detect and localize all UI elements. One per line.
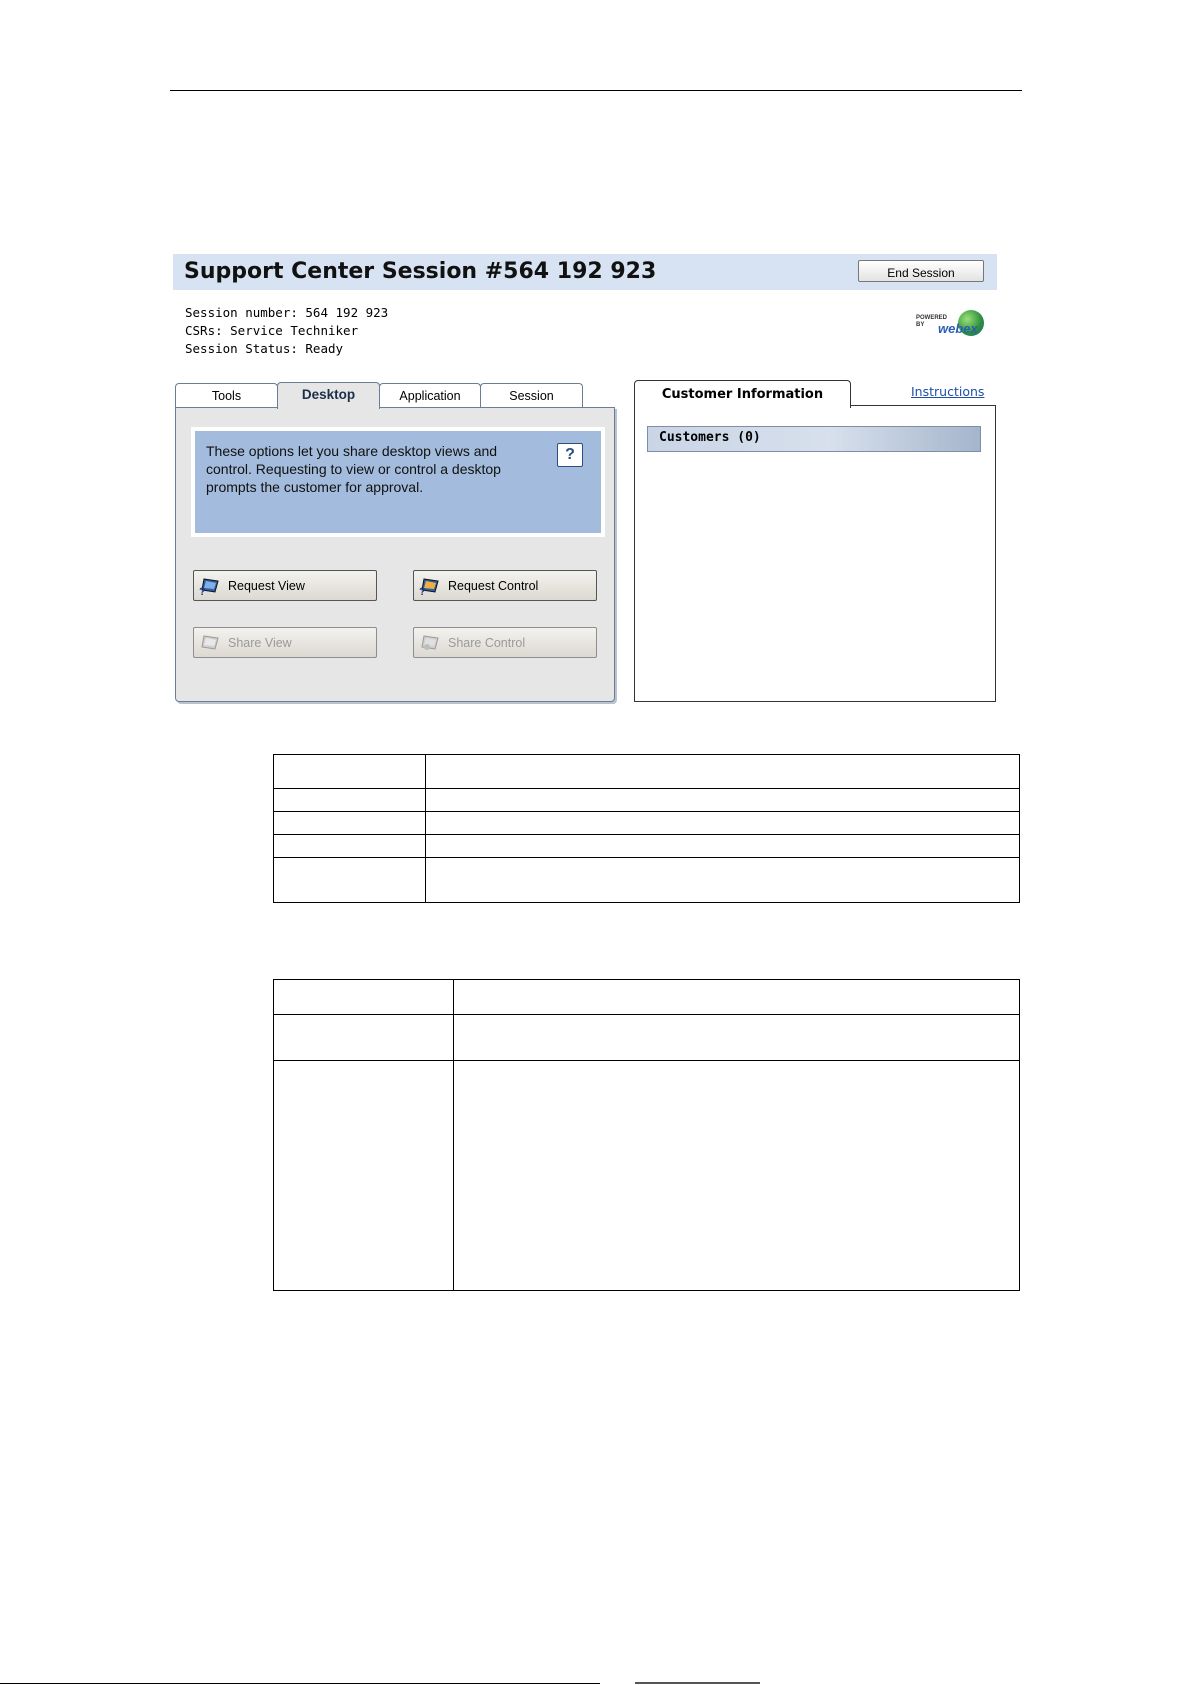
share-control-label: Share Control <box>448 636 526 650</box>
document-table-1 <box>273 754 1020 903</box>
document-table-2 <box>273 979 1020 1291</box>
share-control-button[interactable] <box>413 627 597 658</box>
description-text: These options let you share desktop views and control. Requesting to view or control a desktop prompts the customer for approval. <box>206 443 501 495</box>
table-cell <box>454 1061 1020 1291</box>
tab-desktop[interactable]: Desktop <box>277 382 380 409</box>
page-bottom-rule <box>0 1683 600 1684</box>
table-cell <box>274 1015 454 1061</box>
request-view-button[interactable] <box>193 570 377 601</box>
logo-word: webex <box>938 321 978 336</box>
help-button[interactable]: ? <box>557 443 583 467</box>
share-control-icon <box>419 633 441 653</box>
session-status: Session Status: Ready <box>185 341 344 356</box>
request-view-label: Request View <box>228 579 305 593</box>
tab-tools[interactable]: Tools <box>175 383 278 408</box>
svg-text:?: ? <box>199 586 206 596</box>
page-bottom-mark <box>635 1682 760 1684</box>
tab-session[interactable]: Session <box>480 383 583 408</box>
share-view-button[interactable] <box>193 627 377 658</box>
table-cell <box>426 858 1020 903</box>
table-cell <box>274 835 426 858</box>
request-control-label: Request Control <box>448 579 539 593</box>
table-cell <box>274 755 426 789</box>
page-title: Support Center Session #564 192 923 <box>184 259 657 284</box>
end-session-button[interactable]: End Session <box>858 260 984 282</box>
share-view-label: Share View <box>228 636 292 650</box>
page-top-rule <box>170 90 1022 91</box>
table-cell <box>426 812 1020 835</box>
svg-text:?: ? <box>419 586 426 596</box>
tab-application[interactable]: Application <box>379 383 481 408</box>
powered-by-webex-logo <box>916 309 986 339</box>
instructions-link[interactable]: Instructions <box>911 384 985 399</box>
table-cell <box>426 835 1020 858</box>
share-view-icon <box>199 633 221 653</box>
logo-small-text: POWERED BY <box>916 315 948 328</box>
request-control-button[interactable] <box>413 570 597 601</box>
request-control-icon <box>419 576 441 596</box>
table-cell <box>274 812 426 835</box>
table-cell <box>274 789 426 812</box>
customers-count-label: Customers (0) <box>659 430 761 445</box>
table-cell <box>426 755 1020 789</box>
table-cell <box>274 1061 454 1291</box>
tab-customer-information[interactable]: Customer Information <box>634 380 851 408</box>
csrs-line: CSRs: Service Techniker <box>185 323 359 338</box>
table-cell <box>454 1015 1020 1061</box>
table-cell <box>426 789 1020 812</box>
request-view-icon <box>199 576 221 596</box>
table-cell <box>454 980 1020 1015</box>
session-number: Session number: 564 192 923 <box>185 305 389 320</box>
table-cell <box>274 980 454 1015</box>
table-cell <box>274 858 426 903</box>
